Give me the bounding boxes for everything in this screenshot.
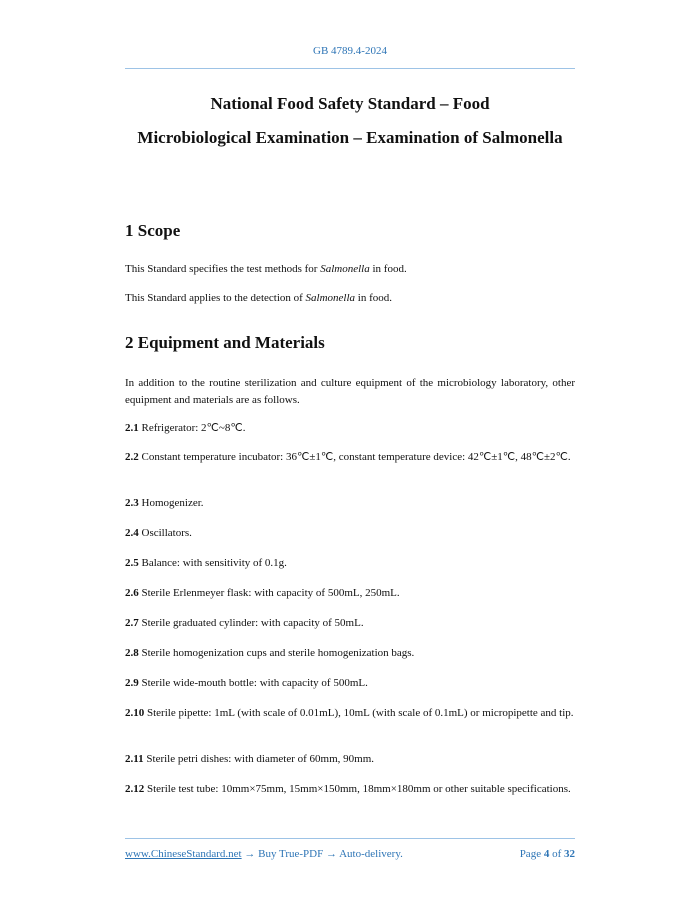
equipment-item <box>125 645 575 662</box>
scope-paragraph-1: This Standard specifies the test methods for Salmonella in food. <box>125 263 407 275</box>
chinesestandard-link[interactable]: www.ChineseStandard.net <box>125 848 242 860</box>
item-number: 2.3 <box>125 497 139 509</box>
equipment-item <box>125 585 575 602</box>
item-number: 2.5 <box>125 557 139 569</box>
equipment-item <box>125 615 575 632</box>
equipment-item <box>125 705 575 722</box>
item-text: Refrigerator: 2℃~8℃. <box>138 422 246 434</box>
equipment-intro: In addition to the routine sterilization and culture equipment of the microbiology laboratory, other equipment and materials are as follows. <box>125 377 575 406</box>
section-heading-equipment: 2 Equipment and Materials <box>125 333 325 352</box>
item-text: Sterile test tube: 10mm×75mm, 15mm×150mm, 18mm×180mm or other suitable specifications. <box>144 783 571 795</box>
equipment-item <box>125 525 575 542</box>
item-text: Constant temperature incubator: 36℃±1℃, constant temperature device: 42℃±1℃, 48℃±2℃. <box>138 451 571 463</box>
item-number: 2.7 <box>125 617 139 629</box>
item-number: 2.8 <box>125 647 139 659</box>
item-text: Sterile graduated cylinder: with capacity of 50mL. <box>138 617 364 629</box>
footer-rule <box>125 838 575 839</box>
equipment-item <box>125 675 575 692</box>
item-text: Sterile homogenization cups and sterile homogenization bags. <box>138 647 415 659</box>
item-number: 2.1 <box>125 422 139 434</box>
item-number: 2.4 <box>125 527 139 539</box>
footer-link-line: www.ChineseStandard.net → Buy True-PDF → Auto-delivery. <box>125 848 403 860</box>
item-number: 2.12 <box>125 783 145 795</box>
section-heading-scope: 1 Scope <box>125 221 181 240</box>
item-number: 2.2 <box>125 451 139 463</box>
item-text: Sterile petri dishes: with diameter of 60mm, 90mm. <box>143 753 375 765</box>
item-text: Oscillators. <box>138 527 192 539</box>
equipment-item <box>125 555 575 572</box>
equipment-item <box>125 495 575 512</box>
equipment-item <box>125 751 575 768</box>
item-number: 2.6 <box>125 587 139 599</box>
item-text: Balance: with sensitivity of 0.1g. <box>138 557 287 569</box>
title-line-2: Microbiological Examination – Examination of Salmonella <box>137 128 563 147</box>
item-text: Homogenizer. <box>138 497 204 509</box>
equipment-item <box>125 449 575 466</box>
page-indicator: Page 4 of 32 <box>519 848 575 860</box>
item-number: 2.11 <box>125 753 144 765</box>
item-text: Sterile Erlenmeyer flask: with capacity of 500mL, 250mL. <box>138 587 400 599</box>
scope-paragraph-2: This Standard applies to the detection of Salmonella in food. <box>125 292 393 304</box>
equipment-item <box>125 420 575 437</box>
header-rule <box>125 68 575 69</box>
item-text: Sterile pipette: 1mL (with scale of 0.01mL), 10mL (with scale of 0.1mL) or micropipette and tip. <box>144 707 574 719</box>
equipment-item <box>125 781 575 798</box>
item-text: Sterile wide-mouth bottle: with capacity of 500mL. <box>138 677 368 689</box>
item-number: 2.9 <box>125 677 139 689</box>
header-doc-code: GB 4789.4-2024 <box>313 45 387 57</box>
item-number: 2.10 <box>125 707 145 719</box>
title-line-1: National Food Safety Standard – Food <box>210 94 490 113</box>
